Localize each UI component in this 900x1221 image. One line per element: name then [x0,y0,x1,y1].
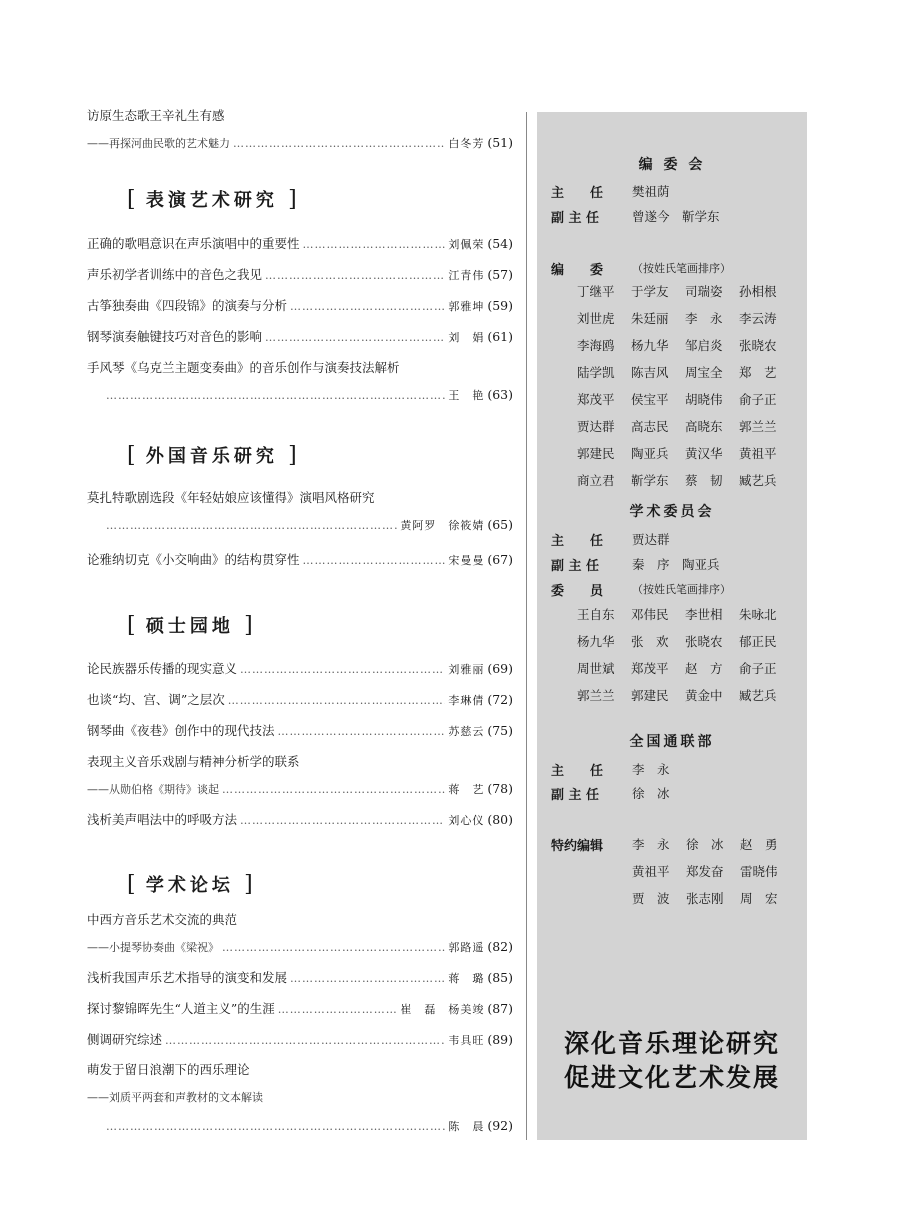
toc-entry[interactable] [87,108,513,151]
member-name: 王自东 [577,607,615,622]
slogan-line: 深化音乐理论研究 [563,1029,780,1058]
member-name: 郑发奋 [686,864,724,879]
member-name: 杨九华 [577,634,615,649]
member-name: 黄汉华 [685,446,723,461]
member-name: 郭建民 [577,446,615,461]
member-name: 周 宏 [740,891,778,906]
entry-author: 蒋 璐 [448,972,485,985]
entry-page: (80) [487,812,513,827]
liaison-director-label: 主 任 [551,764,604,779]
member-name: 陆学凯 [577,365,615,380]
entry-title: 访原生态歌王辛礼生有感 [87,108,225,123]
entry-page: (82) [487,939,513,954]
entry-author: 黄阿罗 徐筱婧 [400,519,485,532]
toc-entry[interactable] [87,236,513,252]
member-name: 李世相 [685,607,723,622]
member-name: 李云涛 [739,311,777,326]
member-name: 李海鸥 [577,338,615,353]
entry-title: 钢琴曲《夜巷》创作中的现代技法 [87,723,275,738]
entry-page: (69) [487,661,513,676]
liaison-deputy-label: 副 主 任 [551,788,600,803]
member-name: 郑茂平 [631,661,669,676]
entry-author: 郭路遥 [448,941,485,954]
member-name: 陈吉风 [631,365,669,380]
liaison-deputy: 徐 冰 [632,786,670,801]
entry-author: 江青伟 [448,269,485,282]
member-name: 朱咏北 [739,607,777,622]
member-name: 陶亚兵 [631,446,669,461]
leader-dots [240,662,445,678]
entry-subtitle: ——再探河曲民歌的艺术魅力 [87,137,230,150]
member-name: 胡晓伟 [685,392,723,407]
leader-dots [278,1002,398,1018]
entry-author: 崔 磊 杨美竣 [400,1003,485,1016]
toc-entry[interactable] [87,267,513,283]
entry-author: 韦具旺 [448,1034,485,1047]
member-name: 郑 艺 [739,365,777,380]
member-name: 孙相根 [739,284,777,299]
member-name: 俞子正 [739,661,777,676]
column-divider [526,112,527,1140]
special-editors-label: 特约编辑 [551,839,604,854]
member-name: 周宝全 [685,365,723,380]
masthead-sidebar [537,112,807,1140]
leader-dots [228,693,446,709]
academic-committee-title: 学术委员会 [629,504,715,520]
academic-members-note: （按姓氏笔画排序） [632,583,731,596]
academic-deputy-label: 副 主 任 [551,559,600,574]
member-name: 黄祖平 [632,864,670,879]
toc-entry[interactable] [87,1032,513,1048]
editorial-members-grid [577,282,793,489]
toc-entry[interactable] [87,754,513,797]
toc-entry[interactable] [87,970,513,986]
entry-title: 也谈“均、宫、调”之层次 [87,692,225,707]
member-name: 张志刚 [686,891,724,906]
member-name: 丁继平 [577,284,615,299]
entry-author: 刘 娟 [448,331,485,344]
entry-title: 中西方音乐艺术交流的典范 [87,912,238,927]
member-name: 赵 方 [685,661,723,676]
editorial-members-label: 编 委 [551,263,604,278]
member-name: 商立君 [577,473,615,488]
toc-entry[interactable] [87,723,513,739]
member-name: 于学友 [631,284,669,299]
member-name: 黄金中 [685,688,723,703]
entry-title: 论雅纳切克《小交响曲》的结构贯穿性 [87,552,300,567]
academic-deputy: 秦 序 陶亚兵 [632,557,720,572]
entry-page: (87) [487,1001,513,1016]
entry-author: 宋曼曼 [448,554,485,567]
member-name: 俞子正 [739,392,777,407]
section-heading: [ 表演艺术研究 ] [127,187,297,212]
entry-page: (92) [487,1118,513,1133]
member-name: 赵 勇 [740,837,778,852]
academic-director-label: 主 任 [551,534,604,549]
member-name: 臧艺兵 [739,688,777,703]
entry-title: 手风琴《乌克兰主题变奏曲》的音乐创作与演奏技法解析 [87,360,400,375]
member-name: 雷晓伟 [740,864,778,879]
member-name: 张晓农 [739,338,777,353]
liaison-director: 李 永 [632,762,670,777]
entry-page: (67) [487,552,513,567]
leader-dots [265,330,445,346]
slogan-line: 促进文化艺术发展 [563,1063,780,1092]
member-name: 贾 波 [632,891,670,906]
member-name: 李 永 [632,837,670,852]
member-name: 邹启炎 [685,338,723,353]
member-name: 刘世虎 [577,311,615,326]
entry-page: (54) [487,236,513,251]
entry-page: (65) [487,517,513,532]
entry-page: (61) [487,329,513,344]
member-name: 靳学东 [631,473,669,488]
leader-dots [278,724,446,740]
member-name: 蔡 韧 [685,473,723,488]
entry-page: (57) [487,267,513,282]
entry-author: 王 艳 [448,389,485,402]
entry-author: 白冬芳 [448,137,485,150]
entry-title: 论民族器乐传播的现实意义 [87,661,238,676]
entry-page: (75) [487,723,513,738]
toc-entry[interactable] [87,298,513,314]
entry-page: (59) [487,298,513,313]
academic-members-grid [577,605,793,704]
leader-dots [106,388,445,404]
leader-dots [233,136,445,152]
section-heading: [ 硕士园地 ] [127,613,253,638]
entry-author: 苏慈云 [448,725,485,738]
entry-subtitle: ——小提琴协奏曲《梁祝》 [87,941,219,954]
entry-author: 李琳倩 [448,694,485,707]
leader-dots [303,237,446,253]
editorial-board-title: 编 委 会 [638,157,706,173]
entry-title: 探讨黎锦晖先生“人道主义”的生涯 [87,1001,275,1016]
entry-title: 古筝独奏曲《四段锦》的演奏与分析 [87,298,288,313]
entry-page: (72) [487,692,513,707]
member-name: 徐 冰 [686,837,724,852]
toc-entry[interactable] [87,812,513,828]
member-name: 朱廷丽 [631,311,669,326]
member-name: 张 欢 [631,634,669,649]
leader-dots [222,940,445,956]
member-name: 高晓东 [685,419,723,434]
entry-author: 郭雅坤 [448,300,485,313]
slogan [537,1027,807,1095]
entry-subtitle: ——刘质平两套和声教材的文本解读 [87,1091,263,1104]
leader-dots [290,971,445,987]
entry-title: 浅析美声唱法中的呼吸方法 [87,812,238,827]
entry-title: 浅析我国声乐艺术指导的演变和发展 [87,970,288,985]
member-name: 李 永 [685,311,723,326]
section-heading: [ 外国音乐研究 ] [127,443,297,468]
editorial-deputy-label: 副 主 任 [551,211,600,226]
member-name: 高志民 [631,419,669,434]
entry-subtitle: ——从勋伯格《期待》谈起 [87,783,219,796]
leader-dots [165,1033,445,1049]
member-name: 张晓农 [685,634,723,649]
member-name: 司瑞姿 [685,284,723,299]
entry-page: (51) [487,135,513,150]
member-name: 杨九华 [631,338,669,353]
toc-entry[interactable] [87,661,513,677]
entry-page: (89) [487,1032,513,1047]
entry-title: 声乐初学者训练中的音色之我见 [87,267,263,282]
entry-author: 陈 晨 [448,1120,485,1133]
member-name: 臧艺兵 [739,473,777,488]
entry-page: (85) [487,970,513,985]
member-name: 邓伟民 [631,607,669,622]
member-name: 贾达群 [577,419,615,434]
special-editors-grid [632,835,794,907]
editorial-deputy: 曾遂今 靳学东 [632,209,720,224]
entry-title: 钢琴演奏触键技巧对音色的影响 [87,329,263,344]
toc-entry[interactable] [87,490,513,533]
editorial-members-note: （按姓氏笔画排序） [632,262,731,275]
leader-dots [303,553,446,569]
toc-entry[interactable] [87,692,513,708]
editorial-director-label: 主 任 [551,186,604,201]
entry-author: 刘雅丽 [448,663,485,676]
entry-title: 正确的歌唱意识在声乐演唱中的重要性 [87,236,300,251]
section-heading: [ 学术论坛 ] [127,872,253,897]
member-name: 郭兰兰 [577,688,615,703]
toc-entry[interactable] [87,329,513,345]
entry-title: 萌发于留日浪潮下的西乐理论 [87,1062,250,1077]
member-name: 郭建民 [631,688,669,703]
leader-dots [265,268,445,284]
toc-entry[interactable] [87,360,513,403]
leader-dots [290,299,445,315]
academic-director: 贾达群 [632,532,670,547]
entry-page: (78) [487,781,513,796]
toc-entry[interactable] [87,1001,513,1017]
entry-title: 莫扎特歌剧选段《年轻姑娘应该懂得》演唱风格研究 [87,490,375,505]
entry-title: 表现主义音乐戏剧与精神分析学的联系 [87,754,300,769]
member-name: 郁正民 [739,634,777,649]
editorial-director: 樊祖荫 [632,184,670,199]
entry-title: 侧调研究综述 [87,1032,163,1047]
academic-members-label: 委 员 [551,584,604,599]
toc-entry[interactable] [87,552,513,568]
entry-page: (63) [487,387,513,402]
leader-dots [240,813,445,829]
entry-author: 刘佩荣 [448,238,485,251]
member-name: 郑茂平 [577,392,615,407]
leader-dots [106,518,397,534]
toc-entry[interactable] [87,1062,513,1134]
liaison-title: 全国通联部 [629,734,715,750]
member-name: 郭兰兰 [739,419,777,434]
leader-dots [106,1119,445,1135]
toc-entry[interactable] [87,912,513,955]
leader-dots [222,782,445,798]
member-name: 黄祖平 [739,446,777,461]
entry-author: 刘心仪 [448,814,485,827]
member-name: 周世斌 [577,661,615,676]
entry-author: 蒋 艺 [448,783,485,796]
member-name: 侯宝平 [631,392,669,407]
